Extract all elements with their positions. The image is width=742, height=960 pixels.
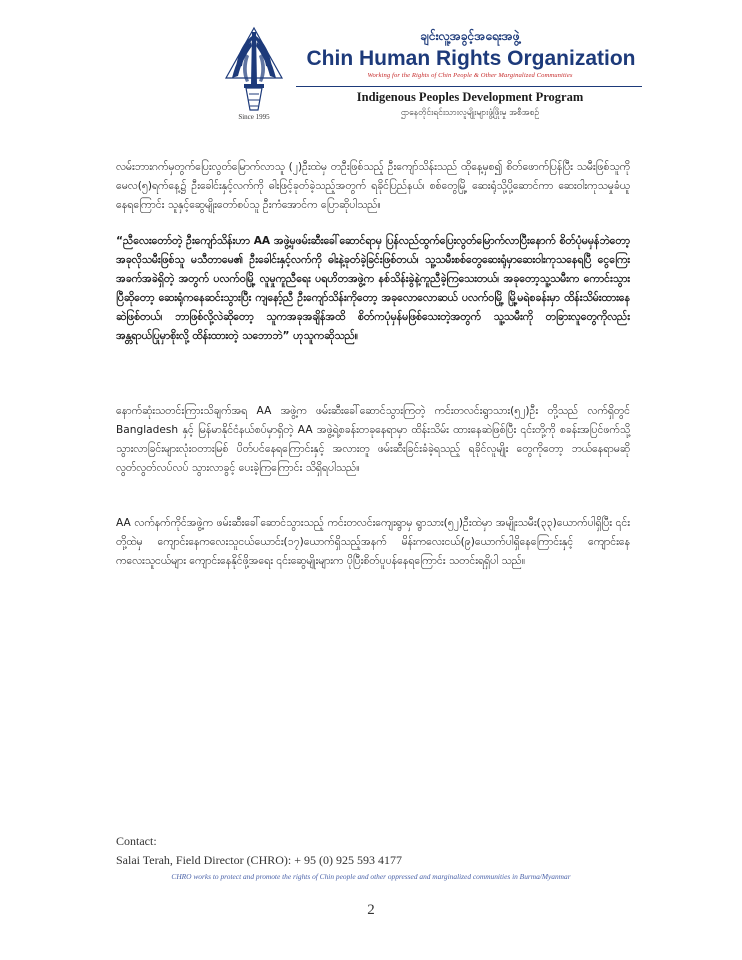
body-paragraph-1: လမ်းဘားဂက်မှတွက်ပြေးလွတ်မြောက်လာသူ (၂)ဦးထဲမှ တဦးဖြစ်သည့် ဦးကျော်သိန်းသည် ထိုနေ့မှစ၍ စိတ်ဖောက်ပြန်ပြီး သမီးဖြစ်သူကို မေလ(၅)ရက်နေ့၌ ဦးခေါင်းနှင့်လက်ကို ဓါးဖြင့်ခုတ်ခဲ့သည့်အတွက် ရခိုင်ပြည်နယ်၊ စစ်တွေမြို့ ဆေးရုံသို့ပို့ဆောင်ကာ ဆေးဝါးကုသမှုခံယူနေရကြောင်း သူနှင့်ဆွေမျိုးတော်စပ်သူ ဦးကံအောင်က ပြောဆိုပါသည်။ bbox=[116, 161, 630, 211]
body-paragraph-quote: “ညီလေးတော်တဲ့ ဦးကျော်သိန်းဟာ AA အဖွဲ့မှဖမ်းဆီးခေါ်ဆောင်ရာမှ ပြန်လည်ထွက်ပြေးလွတ်မြောက်လာပြီးနောက် စိတ်ပုံမမှန်ဘဲတော့ အခုလိုသမီးဖြစ်သူ မသီတာမေ၏ ဦးခေါင်းနှင့်လက်ကို ဓါးနဲ့ခုတ်ခဲ့ခြင်းဖြစ်တယ်၊ သူ့သမီးစစ်တွေဆေးရုံမှာဆေးဝါးကုသနေရပြီ ငွေကြေးအခက်အခဲရှိတဲ့ အတွက် ပလက်ဝမြို့ လူမှုကူညီရေး ပရဟိတအဖွဲ့က နစ်သိန်းခွဲနဲ့ကူညီခဲ့ကြသေးတယ်၊ အခုတော့သူ့သမီးက ကောင်းသွားပြီဆိုတော့ ဆေးရုံကနေဆင်းသွားပြီး ကျနော့်ညီ ဦးကျော်သိန်းကိုတော့ အခုလောလောဆယ် ပလက်ဝမြို့ မြို့မရဲစခန်းမှာ ထိန်းသိမ်းထားနေဆဲဖြစ်တယ်၊ ဘာဖြစ်လို့လဲဆိုတော့ သူကအခုအချိန်အထိ စိတ်ကပုံမှန်မဖြစ်သေးတဲ့အတွက် သူ့သမီးကို တခြားလူတွေကိုလည်း အန္တရာယ်ပြုမှာစိုးလို့ ထိန်းထားတဲ့ သဘောဘဲ” ဟုသူကဆိုသည်။ bbox=[116, 235, 630, 342]
since-year: Since 1995 bbox=[238, 113, 270, 121]
letterhead bbox=[0, 0, 742, 125]
contact-line: Salai Terah, Field Director (CHRO): + 95 (0) 925 593 4177 bbox=[116, 853, 402, 867]
body-paragraph-4: AA လက်နက်ကိုင်အဖွဲ့က ဖမ်းဆီးခေါ်ဆောင်သွားသည့် ကင်းတလင်းကျေးရွာမှ ရွာသား(၅၂)ဦးထဲမှာ အမျိုးသမီး(၃၃)ယောက်ပါရှိပြီး ၎င်းတို့ထဲမှ ကျောင်းနေကလေးသူငယ်ယောင်း(၁၇)ယောက်ရှိသည့်အနက် မိန်းကလေးငယ်(၉)ယောက်ပါရှိနေကြောင်းနှင့် ကျောင်းနေကလေးသူငယ်များ ကျောင်းနေနိုင်ဖို့အရေး ၎င်းဆွေမျိုးများက ပိုပြီးစိတ်ပူပန်နေရကြောင်း သတင်းရရှိပါ သည်။ bbox=[116, 517, 630, 567]
body-paragraph-3: နောက်ဆုံးသတင်းကြားသိချက်အရ AA အဖွဲ့က ဖမ်းဆီးခေါ်ဆောင်သွားကြတဲ့ ကင်းတလင်းရွာသား(၅၂)ဦး တို့သည် လက်ရှိတွင် Bangladesh နှင့် မြန်မာနိုင်ငံနယ်စပ်မှာရှိတဲ့ AA အဖွဲ့ရဲ့စခန်းတခုနေရာမှာ ထိန်းသိမ်း ထားနေဆဲဖြစ်ပြီး ၎င်းတို့ကို စခန်းအပြင်ဖက်သို့ သွားလာခြင်းများလုံးဝတားမြစ် ပိတ်ပင်နေရကြောင်းနှင့် အလားတူ ဖမ်းဆီးခြင်းခံခဲ့ရသည့် ရခိုင်လူမျိုး တွေကိုတော့ ဘယ်နေရာမဆို လွတ်လွတ်လပ်လပ် သွားလာခွင့် ပေးခဲ့ကြကြောင်း သိရှိရပါသည်။ bbox=[116, 405, 630, 474]
chro-logo-icon bbox=[222, 24, 286, 124]
program-title: Indigenous Peoples Development Program bbox=[356, 90, 584, 104]
contact-label: Contact: bbox=[116, 834, 157, 848]
contact-block bbox=[116, 832, 402, 870]
org-name-burmese: ချင်းလူ့အခွင့်အရေးအဖွဲ့ bbox=[420, 29, 520, 43]
org-name: Chin Human Rights Organization bbox=[306, 47, 636, 70]
footer-mission: CHRO works to protect and promote the rights of Chin people and other oppressed and marginalized communities in Burma/Myanmar bbox=[171, 872, 571, 881]
page-number: 2 bbox=[367, 902, 375, 918]
program-title-burmese: ဌာနေတိုင်းရင်းသားလူမျိုးများဖွံ့ဖြိုးမှု အစီအစဉ် bbox=[400, 108, 540, 118]
header-divider bbox=[296, 86, 642, 87]
org-tagline: Working for the Rights of Chin People & Other Marginalized Communities bbox=[367, 72, 573, 79]
